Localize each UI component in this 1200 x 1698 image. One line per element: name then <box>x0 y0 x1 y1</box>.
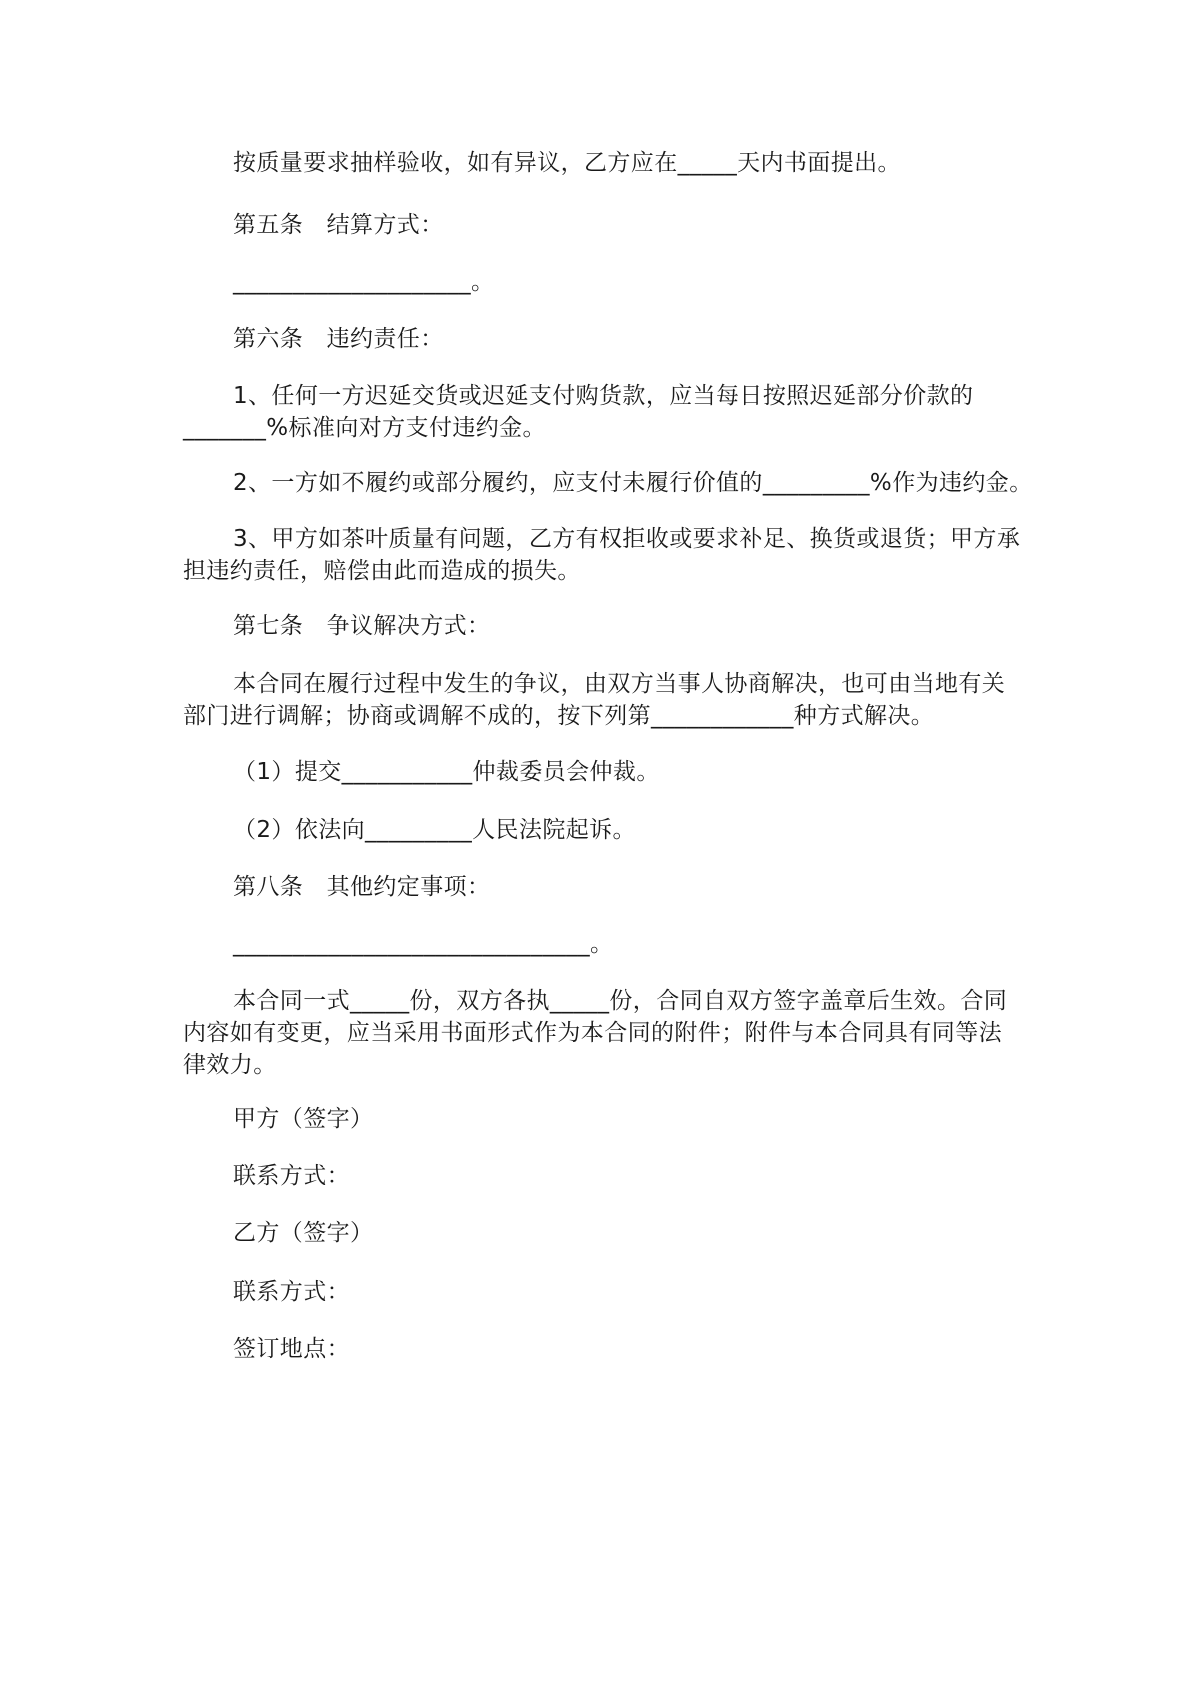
dispute-option-2: （2）依法向_________人民法院起诉。 <box>233 817 636 843</box>
other-terms-blank: ______________________________。 <box>233 931 614 957</box>
copies-clause: 本合同一式_____份，双方各执_____份，合同自双方签字盖章后生效。合同内容如有变更，应当采用书面形式作为本合同的附件；附件与本合同具有同等法律效力。 <box>183 988 1008 1078</box>
party-a-signature: 甲方（签字） <box>233 1106 374 1132</box>
signing-location: 签订地点： <box>233 1336 350 1362</box>
article-7-heading: 第七条 争议解决方式： <box>233 613 491 639</box>
article-5-heading: 第五条 结算方式： <box>233 212 444 238</box>
party-b-signature: 乙方（签字） <box>233 1220 374 1246</box>
settlement-blank: ____________________。 <box>233 269 495 295</box>
breach-clause-2: 2、一方如不履约或部分履约，应支付未履行价值的_________%作为违约金。 <box>233 470 1033 496</box>
party-b-contact: 联系方式： <box>233 1279 350 1305</box>
breach-clause-1: 1、任何一方迟延交货或迟延支付购货款，应当每日按照迟延部分价款的_______%标准向对方支付违约金。 <box>183 383 974 441</box>
dispute-clause: 本合同在履行过程中发生的争议，由双方当事人协商解决，也可由当地有关部门进行调解；协商或调解不成的，按下列第____________种方式解决。 <box>183 671 1006 729</box>
breach-clause-3: 3、甲方如茶叶质量有问题，乙方有权拒收或要求补足、换货或退货；甲方承担违约责任，赔偿由此而造成的损失。 <box>183 526 1021 584</box>
party-a-contact: 联系方式： <box>233 1163 350 1189</box>
acceptance-clause: 按质量要求抽样验收，如有异议，乙方应在_____天内书面提出。 <box>233 150 901 176</box>
article-8-heading: 第八条 其他约定事项： <box>233 874 491 900</box>
article-6-heading: 第六条 违约责任： <box>233 326 444 352</box>
dispute-option-1: （1）提交___________仲裁委员会仲裁。 <box>233 759 660 785</box>
